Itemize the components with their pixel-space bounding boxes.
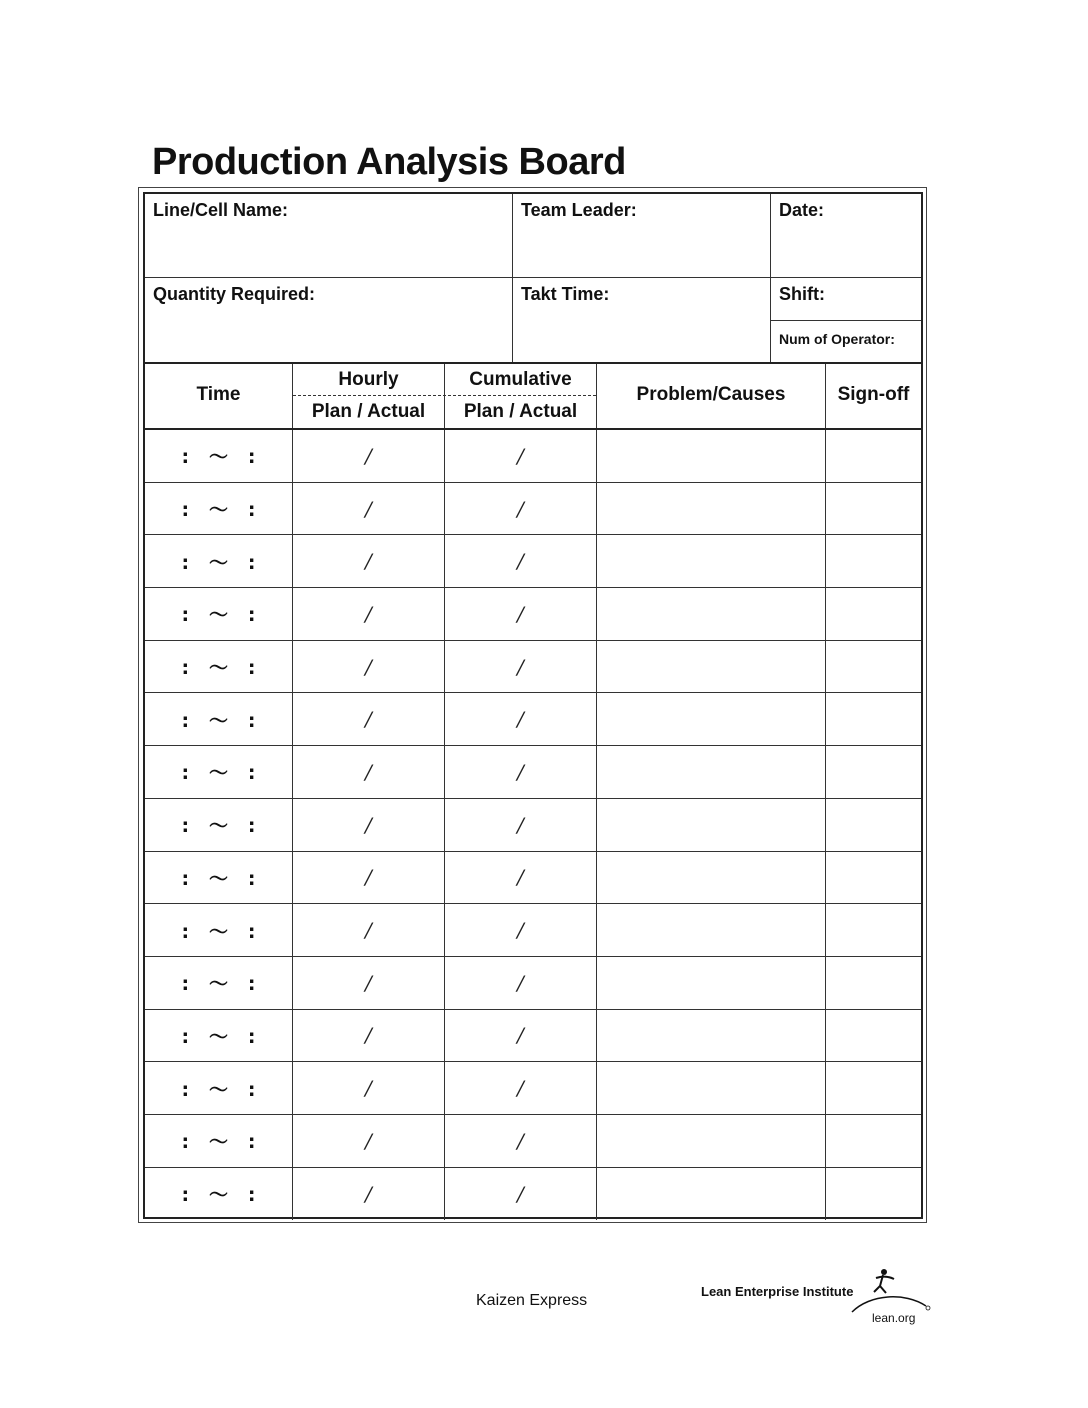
- cumulative-plan-actual-cell[interactable]: [445, 1115, 596, 1167]
- hourly-plan-actual-cell[interactable]: [293, 430, 444, 482]
- table-row: [145, 852, 921, 905]
- table-row: [145, 904, 921, 957]
- problem-causes-cell[interactable]: [597, 1168, 825, 1221]
- table-row: [145, 588, 921, 641]
- time-range-text: : ～ :: [181, 499, 256, 522]
- time-range-text: : ～ :: [181, 551, 256, 574]
- problem-causes-cell[interactable]: [597, 535, 825, 587]
- time-range-text: : ～ :: [181, 604, 256, 627]
- cumulative-plan-actual-cell[interactable]: [445, 799, 596, 851]
- cumulative-plan-actual-cell[interactable]: [445, 641, 596, 693]
- time-range-text: : ～ :: [181, 709, 256, 732]
- table-header: [145, 364, 921, 430]
- problem-causes-cell[interactable]: [597, 852, 825, 904]
- date-label: Date:: [779, 200, 825, 220]
- slash-separator: /: [365, 970, 372, 995]
- hourly-plan-actual-cell[interactable]: [293, 535, 444, 587]
- slash-separator: /: [365, 812, 372, 837]
- column-subheader-cumulative-plan-actual: Plan / Actual: [463, 401, 578, 422]
- table-row: [145, 957, 921, 1010]
- footer-text: Kaizen Express: [476, 1292, 588, 1309]
- time-range-text: : ～ :: [181, 446, 256, 469]
- time-cell[interactable]: [145, 1115, 292, 1167]
- slash-separator: /: [365, 1181, 372, 1206]
- time-range-text: : ～ :: [181, 1131, 256, 1154]
- slash-separator: /: [365, 759, 372, 784]
- slash-separator: /: [517, 759, 524, 784]
- sign-off-cell[interactable]: [826, 957, 921, 1009]
- cumulative-plan-actual-cell[interactable]: [445, 430, 596, 482]
- cumulative-plan-actual-cell[interactable]: [445, 1010, 596, 1062]
- hourly-plan-actual-cell[interactable]: [293, 693, 444, 745]
- takt-time-field[interactable]: [513, 278, 770, 362]
- time-cell[interactable]: [145, 641, 292, 693]
- slash-separator: /: [517, 1023, 524, 1048]
- quantity-required-label: Quantity Required:: [153, 284, 316, 304]
- table-row: [145, 693, 921, 746]
- problem-causes-cell[interactable]: [597, 1062, 825, 1114]
- time-range-text: : ～ :: [181, 920, 256, 943]
- table-row: [145, 746, 921, 799]
- slash-separator: /: [365, 496, 372, 521]
- cumulative-plan-actual-cell[interactable]: [445, 852, 596, 904]
- time-range-text: : ～ :: [181, 973, 256, 996]
- slash-separator: /: [365, 601, 372, 626]
- hourly-plan-actual-cell[interactable]: [293, 641, 444, 693]
- table-row: [145, 1062, 921, 1115]
- slash-separator: /: [365, 1023, 372, 1048]
- logo-url: lean.org: [872, 1311, 916, 1325]
- hourly-plan-actual-cell[interactable]: [293, 1168, 444, 1221]
- slash-separator: /: [365, 707, 372, 732]
- time-cell[interactable]: [145, 1168, 292, 1221]
- line-cell-name-field[interactable]: [145, 194, 512, 277]
- slash-separator: /: [365, 918, 372, 943]
- hourly-plan-actual-cell[interactable]: [293, 852, 444, 904]
- hourly-plan-actual-cell[interactable]: [293, 588, 444, 640]
- time-cell[interactable]: [145, 430, 292, 482]
- time-cell[interactable]: [145, 693, 292, 745]
- quantity-required-field[interactable]: [145, 278, 512, 362]
- sign-off-cell[interactable]: [826, 852, 921, 904]
- takt-time-label: Takt Time:: [521, 284, 610, 304]
- slash-separator: /: [365, 1128, 372, 1153]
- line-cell-name-label: Line/Cell Name:: [153, 200, 289, 220]
- hourly-plan-actual-cell[interactable]: [293, 904, 444, 956]
- cumulative-plan-actual-cell[interactable]: [445, 535, 596, 587]
- slash-separator: /: [517, 707, 524, 732]
- slash-separator: /: [365, 549, 372, 574]
- slash-separator: /: [517, 1181, 524, 1206]
- cumulative-plan-actual-cell[interactable]: [445, 1168, 596, 1221]
- problem-causes-cell[interactable]: [597, 1115, 825, 1167]
- cumulative-plan-actual-cell[interactable]: [445, 1062, 596, 1114]
- time-range-text: : ～ :: [181, 1184, 256, 1207]
- slash-separator: /: [517, 496, 524, 521]
- sign-off-cell[interactable]: [826, 693, 921, 745]
- slash-separator: /: [517, 654, 524, 679]
- time-cell[interactable]: [145, 746, 292, 798]
- table-row: [145, 430, 921, 483]
- sign-off-cell[interactable]: [826, 535, 921, 587]
- time-cell[interactable]: [145, 799, 292, 851]
- time-cell[interactable]: [145, 483, 292, 535]
- sign-off-cell[interactable]: [826, 904, 921, 956]
- sign-off-cell[interactable]: [826, 1115, 921, 1167]
- slash-separator: /: [365, 865, 372, 890]
- slash-separator: /: [365, 1076, 372, 1101]
- sign-off-cell[interactable]: [826, 1062, 921, 1114]
- sign-off-cell[interactable]: [826, 641, 921, 693]
- table-row: [145, 799, 921, 852]
- time-cell[interactable]: [145, 1010, 292, 1062]
- sign-off-cell[interactable]: [826, 588, 921, 640]
- slash-separator: /: [517, 1076, 524, 1101]
- column-header-sign-off: Sign-off: [837, 384, 910, 405]
- slash-separator: /: [517, 865, 524, 890]
- problem-causes-cell[interactable]: [597, 799, 825, 851]
- slash-separator: /: [365, 443, 372, 468]
- slash-separator: /: [517, 918, 524, 943]
- column-header-hourly: Hourly: [338, 369, 399, 390]
- page-title: Production Analysis Board: [152, 141, 626, 183]
- time-cell[interactable]: [145, 957, 292, 1009]
- time-range-text: : ～ :: [181, 657, 256, 680]
- slash-separator: /: [517, 443, 524, 468]
- slash-separator: /: [517, 549, 524, 574]
- time-cell[interactable]: [145, 852, 292, 904]
- slash-separator: /: [517, 812, 524, 837]
- cumulative-plan-actual-cell[interactable]: [445, 588, 596, 640]
- time-range-text: : ～ :: [181, 1025, 256, 1048]
- num-of-operator-field[interactable]: [771, 321, 921, 362]
- header-block: [145, 194, 921, 364]
- sign-off-cell[interactable]: [826, 746, 921, 798]
- sign-off-cell[interactable]: [826, 1168, 921, 1221]
- date-field[interactable]: [771, 194, 921, 277]
- cumulative-plan-actual-cell[interactable]: [445, 904, 596, 956]
- time-range-text: : ～ :: [181, 815, 256, 838]
- slash-separator: /: [365, 654, 372, 679]
- problem-causes-cell[interactable]: [597, 588, 825, 640]
- problem-causes-cell[interactable]: [597, 430, 825, 482]
- cumulative-plan-actual-cell[interactable]: [445, 693, 596, 745]
- column-header-time: Time: [196, 384, 241, 405]
- time-cell[interactable]: [145, 1062, 292, 1114]
- hourly-plan-actual-cell[interactable]: [293, 746, 444, 798]
- table-row: [145, 1115, 921, 1168]
- hourly-plan-actual-cell[interactable]: [293, 1062, 444, 1114]
- problem-causes-cell[interactable]: [597, 904, 825, 956]
- sign-off-cell[interactable]: [826, 799, 921, 851]
- shift-label: Shift:: [779, 284, 825, 304]
- cumulative-plan-actual-cell[interactable]: [445, 957, 596, 1009]
- sign-off-cell[interactable]: [826, 483, 921, 535]
- column-header-cumulative: Cumulative: [469, 369, 572, 390]
- logo-name: Lean Enterprise Institute: [701, 1284, 854, 1299]
- board: [143, 192, 923, 1219]
- team-leader-label: Team Leader:: [521, 200, 637, 220]
- time-cell[interactable]: [145, 535, 292, 587]
- cumulative-plan-actual-cell[interactable]: [445, 483, 596, 535]
- lean-logo-icon: [850, 1266, 934, 1326]
- problem-causes-cell[interactable]: [597, 957, 825, 1009]
- hourly-plan-actual-cell[interactable]: [293, 957, 444, 1009]
- time-range-text: : ～ :: [181, 867, 256, 890]
- team-leader-field[interactable]: [513, 194, 770, 277]
- sign-off-cell[interactable]: [826, 1010, 921, 1062]
- table-row: [145, 1168, 921, 1221]
- column-header-problem-causes: Problem/Causes: [636, 384, 786, 405]
- cumulative-plan-actual-cell[interactable]: [445, 746, 596, 798]
- hourly-plan-actual-cell[interactable]: [293, 1115, 444, 1167]
- problem-causes-cell[interactable]: [597, 641, 825, 693]
- time-cell[interactable]: [145, 588, 292, 640]
- hourly-plan-actual-cell[interactable]: [293, 1010, 444, 1062]
- hourly-plan-actual-cell[interactable]: [293, 799, 444, 851]
- problem-causes-cell[interactable]: [597, 483, 825, 535]
- table-row: [145, 641, 921, 694]
- table-body: [145, 430, 921, 1220]
- table-row: [145, 483, 921, 536]
- table-row: [145, 1010, 921, 1063]
- slash-separator: /: [517, 1128, 524, 1153]
- table-row: [145, 535, 921, 588]
- problem-causes-cell[interactable]: [597, 1010, 825, 1062]
- problem-causes-cell[interactable]: [597, 746, 825, 798]
- num-of-operator-label: Num of Operator:: [779, 331, 895, 347]
- problem-causes-cell[interactable]: [597, 693, 825, 745]
- slash-separator: /: [517, 970, 524, 995]
- slash-separator: /: [517, 601, 524, 626]
- shift-field[interactable]: [771, 278, 921, 320]
- time-range-text: : ～ :: [181, 1078, 256, 1101]
- sign-off-cell[interactable]: [826, 430, 921, 482]
- time-range-text: : ～ :: [181, 762, 256, 785]
- hourly-plan-actual-cell[interactable]: [293, 483, 444, 535]
- time-cell[interactable]: [145, 904, 292, 956]
- column-subheader-hourly-plan-actual: Plan / Actual: [311, 401, 426, 422]
